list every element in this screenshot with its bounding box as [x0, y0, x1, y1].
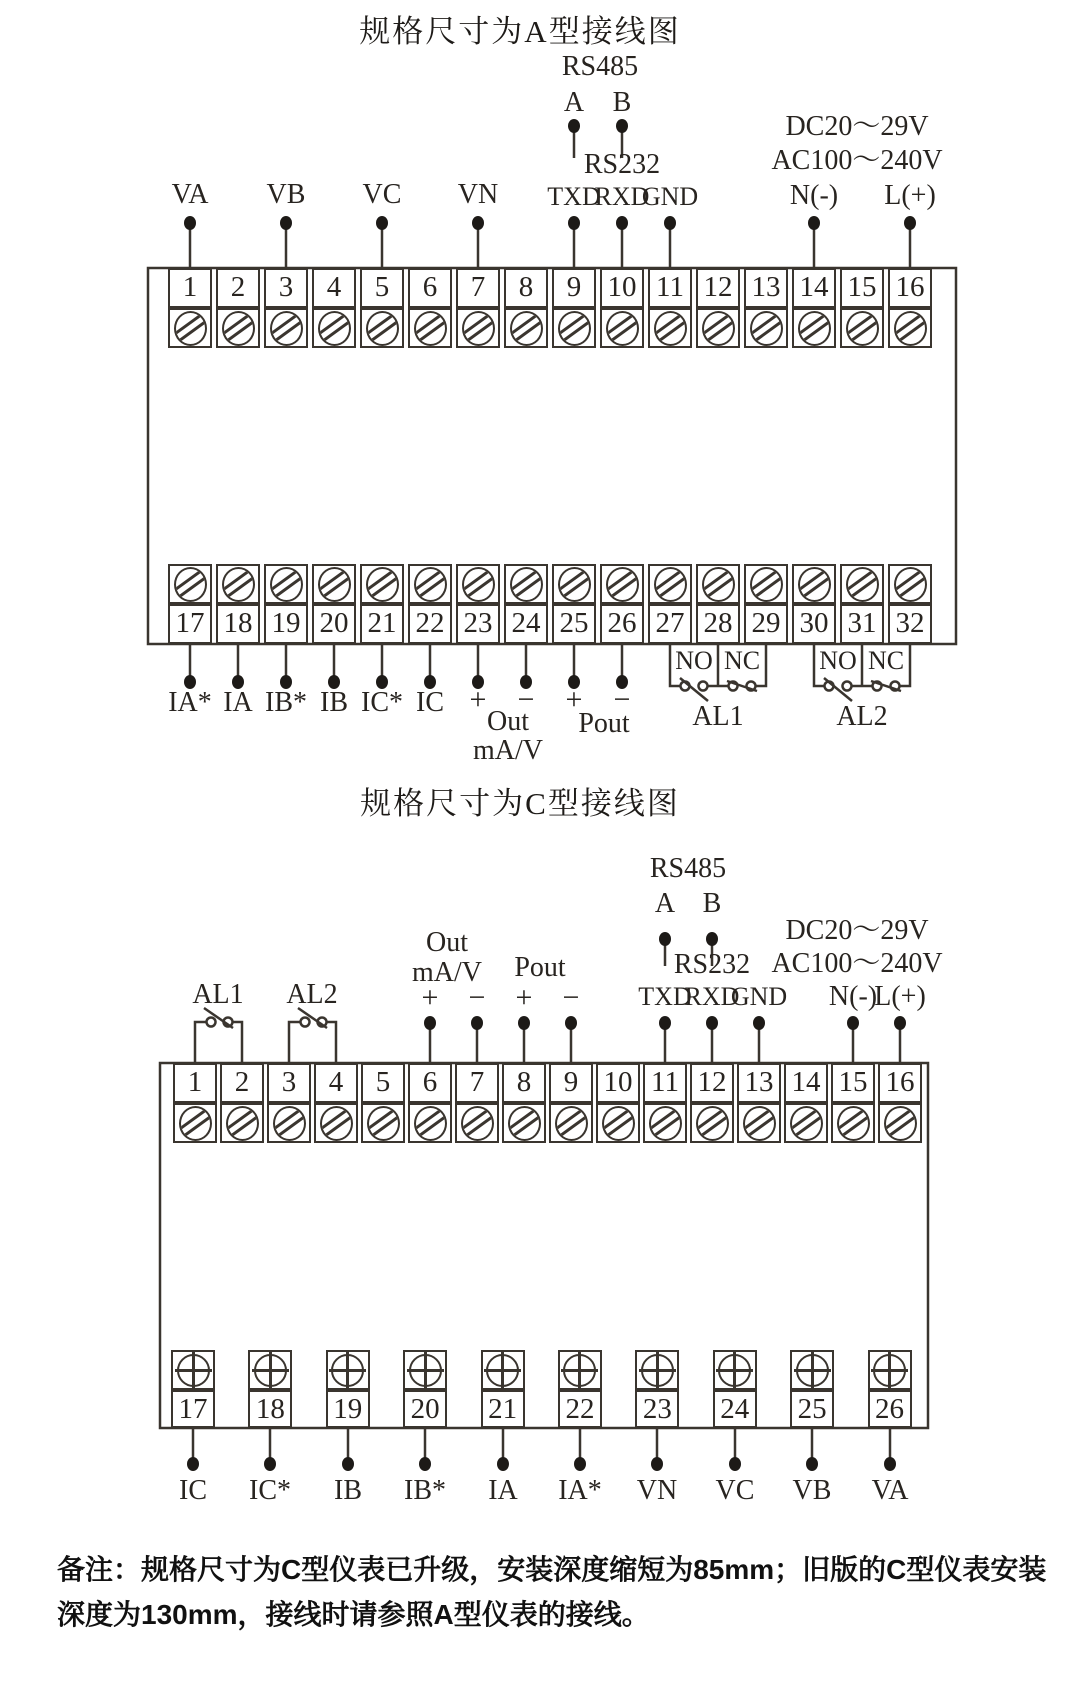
terminal-cell: [248, 1350, 292, 1428]
cross-screw-terminal-icon: [868, 1350, 912, 1390]
terminal-number: 26: [868, 1390, 912, 1428]
a-al2-label: AL2: [836, 701, 888, 732]
terminal-number: 10: [596, 1063, 640, 1103]
terminal-number: 1: [173, 1063, 217, 1103]
terminal-cell: [690, 1063, 734, 1143]
terminal-number: 20: [312, 604, 356, 644]
terminal-number: 7: [455, 1063, 499, 1103]
screw-terminal-icon: [408, 564, 452, 604]
screw-terminal-icon: [840, 308, 884, 348]
terminal-cell: [360, 564, 404, 644]
screw-terminal-icon: [360, 308, 404, 348]
terminal-cell: [600, 564, 644, 644]
a-gnd-label: GND: [641, 182, 699, 211]
c-rs485-a-label: A: [654, 888, 676, 919]
terminal-cell: [868, 1350, 912, 1428]
terminal-cell: [456, 564, 500, 644]
c-top-terminal-strip: [173, 1063, 922, 1143]
screw-terminal-icon: [840, 564, 884, 604]
cross-screw-terminal-icon: [558, 1350, 602, 1390]
terminal-number: 28: [696, 604, 740, 644]
terminal-cell: [831, 1063, 875, 1143]
a-al1-label: AL1: [692, 701, 744, 732]
terminal-number: 16: [878, 1063, 922, 1103]
screw-terminal-icon: [792, 308, 836, 348]
c-bottom-terminal-strip: [171, 1350, 912, 1428]
terminal-number: 4: [312, 268, 356, 308]
terminal-number: 9: [549, 1063, 593, 1103]
screw-terminal-icon: [504, 308, 548, 348]
a-relay1-no-label: NO: [675, 646, 713, 675]
c-bottom-dots: [187, 1457, 896, 1471]
terminal-number: 27: [648, 604, 692, 644]
screw-terminal-icon: [690, 1103, 734, 1143]
terminal-cell: [360, 268, 404, 348]
terminal-cell: [168, 268, 212, 348]
screw-terminal-icon: [456, 308, 500, 348]
terminal-cell: [648, 268, 692, 348]
c-ac-range-label: AC100～240V: [771, 948, 943, 979]
diagram-a-title: 规格尺寸为A型接线图: [359, 14, 681, 49]
screw-terminal-icon: [312, 308, 356, 348]
terminal-cell: [504, 268, 548, 348]
c-ib-label: IB: [334, 1475, 362, 1506]
terminal-number: 10: [600, 268, 644, 308]
c-pout-minus-label: −: [562, 981, 580, 1014]
c-pout-label: Pout: [514, 952, 566, 983]
a-top-terminal-strip: [168, 268, 932, 348]
screw-terminal-icon: [361, 1103, 405, 1143]
terminal-cell: [784, 1063, 828, 1143]
terminal-cell: [648, 564, 692, 644]
terminal-number: 17: [168, 604, 212, 644]
screw-terminal-icon: [264, 308, 308, 348]
terminal-number: 11: [643, 1063, 687, 1103]
screw-terminal-icon: [314, 1103, 358, 1143]
screw-terminal-icon: [878, 1103, 922, 1143]
terminal-number: 12: [696, 268, 740, 308]
terminal-cell: [840, 564, 884, 644]
terminal-cell: [264, 268, 308, 348]
cross-screw-terminal-icon: [403, 1350, 447, 1390]
a-neutral-label: N(-): [789, 180, 839, 211]
a-relay2-no-label: NO: [819, 646, 857, 675]
terminal-number: 19: [326, 1390, 370, 1428]
screw-terminal-icon: [455, 1103, 499, 1143]
a-ac-range-label: AC100～240V: [771, 145, 943, 176]
screw-terminal-icon: [737, 1103, 781, 1143]
screw-terminal-icon: [648, 308, 692, 348]
terminal-cell: [792, 564, 836, 644]
screw-terminal-icon: [216, 308, 260, 348]
c-out-plus-label: +: [421, 981, 439, 1014]
terminal-cell: [314, 1063, 358, 1143]
terminal-cell: [408, 1063, 452, 1143]
screw-terminal-icon: [792, 564, 836, 604]
terminal-number: 16: [888, 268, 932, 308]
a-relay2-nc-label: NC: [867, 646, 905, 675]
a-ic-label: IC: [416, 687, 444, 718]
terminal-number: 22: [408, 604, 452, 644]
a-line-label: L(+): [884, 180, 936, 211]
c-rs232-label: RS232: [673, 949, 751, 980]
cross-screw-terminal-icon: [248, 1350, 292, 1390]
a-rs232-label: RS232: [583, 149, 661, 180]
c-out-label: Out: [426, 927, 468, 958]
terminal-cell: [361, 1063, 405, 1143]
c-gnd-label: GND: [730, 982, 788, 1011]
terminal-number: 3: [264, 268, 308, 308]
terminal-number: 19: [264, 604, 308, 644]
terminal-number: 25: [790, 1390, 834, 1428]
screw-terminal-icon: [600, 564, 644, 604]
terminal-number: 20: [403, 1390, 447, 1428]
c-rxd-label: RXD: [684, 982, 740, 1011]
screw-terminal-icon: [648, 564, 692, 604]
c-al2-switch: [289, 1008, 336, 1063]
c-al2-label: AL2: [286, 979, 338, 1010]
screw-terminal-icon: [552, 308, 596, 348]
c-ia-label: IA: [488, 1475, 518, 1506]
a-dc-range-label: DC20～29V: [785, 111, 929, 142]
screw-terminal-icon: [784, 1103, 828, 1143]
terminal-cell: [502, 1063, 546, 1143]
a-vb-label: VB: [266, 179, 306, 210]
remark-note: 备注：规格尺寸为C型仪表已升级，安装深度缩短为85mm；旧版的C型仪表安装深度为130mm，接线时请参照A型仪表的接线。: [57, 1554, 1047, 1630]
screw-terminal-icon: [267, 1103, 311, 1143]
terminal-cell: [696, 564, 740, 644]
screw-terminal-icon: [596, 1103, 640, 1143]
terminal-number: 24: [713, 1390, 757, 1428]
terminal-cell: [549, 1063, 593, 1143]
terminal-cell: [635, 1350, 679, 1428]
terminal-cell: [216, 564, 260, 644]
terminal-number: 9: [552, 268, 596, 308]
terminal-number: 11: [648, 268, 692, 308]
c-vn-label: VN: [636, 1475, 678, 1506]
terminal-cell: [456, 268, 500, 348]
terminal-number: 17: [171, 1390, 215, 1428]
terminal-number: 32: [888, 604, 932, 644]
a-vc-label: VC: [362, 179, 402, 210]
terminal-number: 22: [558, 1390, 602, 1428]
terminal-cell: [504, 564, 548, 644]
terminal-number: 13: [744, 268, 788, 308]
terminal-cell: [408, 268, 452, 348]
terminal-number: 21: [360, 604, 404, 644]
terminal-number: 7: [456, 268, 500, 308]
a-va-label: VA: [171, 179, 209, 210]
a-out-minus-label: −: [517, 683, 535, 716]
terminal-number: 4: [314, 1063, 358, 1103]
a-rxd-label: RXD: [594, 182, 650, 211]
screw-terminal-icon: [643, 1103, 687, 1143]
screw-terminal-icon: [264, 564, 308, 604]
terminal-number: 5: [361, 1063, 405, 1103]
terminal-cell: [552, 268, 596, 348]
c-va-label: VA: [871, 1475, 909, 1506]
screw-terminal-icon: [168, 564, 212, 604]
c-neutral-label: N(-): [828, 981, 878, 1012]
c-rs485-b-label: B: [702, 888, 722, 919]
terminal-cell: [312, 564, 356, 644]
terminal-number: 24: [504, 604, 548, 644]
screw-terminal-icon: [360, 564, 404, 604]
c-pout-plus-label: +: [515, 981, 533, 1014]
terminal-number: 15: [840, 268, 884, 308]
c-line-label: L(+): [874, 981, 926, 1012]
terminal-number: 18: [216, 604, 260, 644]
screw-terminal-icon: [504, 564, 548, 604]
terminal-cell: [168, 564, 212, 644]
terminal-number: 26: [600, 604, 644, 644]
a-bottom-wires: [190, 644, 622, 677]
a-rs485-a-label: A: [563, 87, 585, 118]
terminal-cell: [878, 1063, 922, 1143]
terminal-number: 23: [456, 604, 500, 644]
terminal-number: 25: [552, 604, 596, 644]
a-out-label: Out: [487, 706, 529, 737]
screw-terminal-icon: [549, 1103, 593, 1143]
cross-screw-terminal-icon: [635, 1350, 679, 1390]
terminal-cell: [408, 564, 452, 644]
terminal-cell: [792, 268, 836, 348]
terminal-cell: [744, 564, 788, 644]
terminal-number: 18: [248, 1390, 292, 1428]
c-al1-label: AL1: [192, 979, 244, 1010]
c-ia-star-label: IA*: [558, 1475, 602, 1506]
c-rs485-label: RS485: [649, 853, 727, 884]
c-vb-label: VB: [792, 1475, 832, 1506]
cross-screw-terminal-icon: [713, 1350, 757, 1390]
terminal-cell: [264, 564, 308, 644]
terminal-number: 15: [831, 1063, 875, 1103]
screw-terminal-icon: [173, 1103, 217, 1143]
terminal-number: 30: [792, 604, 836, 644]
terminal-number: 13: [737, 1063, 781, 1103]
terminal-cell: [481, 1350, 525, 1428]
terminal-cell: [216, 268, 260, 348]
terminal-number: 14: [784, 1063, 828, 1103]
terminal-cell: [888, 268, 932, 348]
terminal-number: 8: [504, 268, 548, 308]
a-pout-label: Pout: [578, 708, 630, 739]
screw-terminal-icon: [600, 308, 644, 348]
terminal-number: 6: [408, 268, 452, 308]
a-relay1-nc-label: NC: [723, 646, 761, 675]
terminal-number: 1: [168, 268, 212, 308]
cross-screw-terminal-icon: [171, 1350, 215, 1390]
terminal-number: 29: [744, 604, 788, 644]
c-out-minus-label: −: [468, 981, 486, 1014]
terminal-cell: [696, 268, 740, 348]
c-out-unit-label: mA/V: [412, 957, 482, 988]
cross-screw-terminal-icon: [481, 1350, 525, 1390]
terminal-cell: [558, 1350, 602, 1428]
screw-terminal-icon: [220, 1103, 264, 1143]
a-vn-label: VN: [457, 179, 499, 210]
screw-terminal-icon: [831, 1103, 875, 1143]
terminal-cell: [220, 1063, 264, 1143]
c-txd-label: TXD: [638, 982, 692, 1011]
screw-terminal-icon: [888, 308, 932, 348]
terminal-cell: [326, 1350, 370, 1428]
terminal-cell: [267, 1063, 311, 1143]
a-bottom-terminal-strip: [168, 564, 932, 644]
terminal-cell: [312, 268, 356, 348]
a-out-plus-label: +: [469, 683, 487, 716]
terminal-number: 14: [792, 268, 836, 308]
terminal-cell: [600, 268, 644, 348]
terminal-number: 21: [481, 1390, 525, 1428]
terminal-cell: [171, 1350, 215, 1428]
cross-screw-terminal-icon: [790, 1350, 834, 1390]
screw-terminal-icon: [312, 564, 356, 604]
a-ib-label: IB: [320, 687, 348, 718]
diagram-c-title: 规格尺寸为C型接线图: [360, 786, 680, 821]
terminal-number: 2: [220, 1063, 264, 1103]
terminal-cell: [173, 1063, 217, 1143]
screw-terminal-icon: [456, 564, 500, 604]
c-al1-switch: [195, 1008, 242, 1063]
terminal-cell: [737, 1063, 781, 1143]
c-ib-star-label: IB*: [404, 1475, 446, 1506]
terminal-number: 8: [502, 1063, 546, 1103]
terminal-cell: [840, 268, 884, 348]
terminal-cell: [596, 1063, 640, 1143]
terminal-cell: [455, 1063, 499, 1143]
terminal-cell: [790, 1350, 834, 1428]
terminal-cell: [744, 268, 788, 348]
c-ic-label: IC: [179, 1475, 207, 1506]
terminal-number: 12: [690, 1063, 734, 1103]
a-txd-label: TXD: [547, 182, 601, 211]
screw-terminal-icon: [502, 1103, 546, 1143]
screw-terminal-icon: [168, 308, 212, 348]
screw-terminal-icon: [696, 308, 740, 348]
screw-terminal-icon: [408, 308, 452, 348]
screw-terminal-icon: [552, 564, 596, 604]
terminal-cell: [403, 1350, 447, 1428]
terminal-number: 2: [216, 268, 260, 308]
screw-terminal-icon: [744, 308, 788, 348]
a-out-unit-label: mA/V: [473, 735, 543, 766]
a-pout-minus-label: −: [613, 683, 631, 716]
terminal-cell: [552, 564, 596, 644]
terminal-number: 3: [267, 1063, 311, 1103]
terminal-cell: [888, 564, 932, 644]
screw-terminal-icon: [888, 564, 932, 604]
terminal-cell: [713, 1350, 757, 1428]
screw-terminal-icon: [744, 564, 788, 604]
c-vc-label: VC: [715, 1475, 755, 1506]
c-bottom-wires: [193, 1428, 890, 1459]
terminal-number: 31: [840, 604, 884, 644]
a-rs485-b-label: B: [612, 87, 632, 118]
a-ia-star-label: IA*: [168, 687, 212, 718]
screw-terminal-icon: [408, 1103, 452, 1143]
a-ic-star-label: IC*: [361, 687, 403, 718]
a-ia-label: IA: [223, 687, 253, 718]
a-pout-plus-label: +: [565, 683, 583, 716]
a-rs485-label: RS485: [561, 51, 639, 82]
a-ib-star-label: IB*: [265, 687, 307, 718]
cross-screw-terminal-icon: [326, 1350, 370, 1390]
c-ic-star-label: IC*: [249, 1475, 291, 1506]
terminal-number: 23: [635, 1390, 679, 1428]
c-dc-range-label: DC20～29V: [785, 915, 929, 946]
screw-terminal-icon: [696, 564, 740, 604]
terminal-number: 5: [360, 268, 404, 308]
terminal-cell: [643, 1063, 687, 1143]
terminal-number: 6: [408, 1063, 452, 1103]
screw-terminal-icon: [216, 564, 260, 604]
